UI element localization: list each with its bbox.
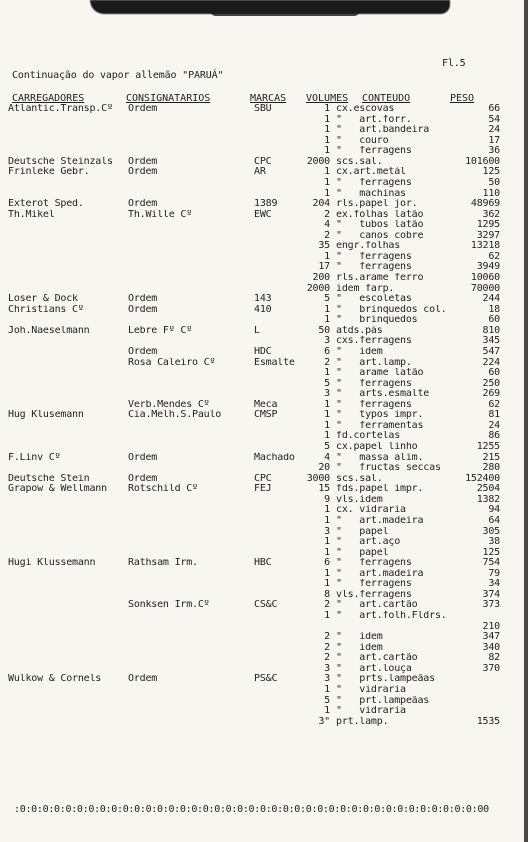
table-row	[0, 220, 528, 231]
table-row	[0, 199, 528, 210]
table-row	[0, 136, 528, 147]
cell-weight: 269	[482, 388, 500, 400]
cell-weight: 34	[488, 578, 500, 590]
cell-shipper: F.Linv Cº	[8, 452, 61, 463]
cell-shipper: Christians Cº	[8, 304, 84, 315]
table-row	[0, 347, 528, 358]
cell-content: " idem	[336, 642, 383, 653]
table-row	[0, 104, 528, 115]
table-row	[0, 632, 528, 643]
cell-content: ex.folhas latão	[336, 209, 424, 220]
cell-weight: 94	[488, 504, 500, 516]
cell-volumes: 1	[324, 567, 330, 579]
cell-weight: 70000	[470, 282, 500, 294]
cell-content: fd.cortelas	[336, 431, 401, 442]
cell-weight: 125	[482, 546, 500, 558]
cell-volumes: 20	[318, 462, 330, 474]
cell-volumes: 50	[318, 324, 330, 336]
cell-volumes: 15	[318, 483, 330, 495]
cell-weight: 1535	[476, 715, 500, 727]
table-row	[0, 696, 528, 707]
column-header-shipper: CARREGADORES	[12, 93, 85, 104]
table-row	[0, 611, 528, 622]
table-row	[0, 262, 528, 273]
cell-content: " papel	[336, 547, 389, 558]
cell-marks: Meca	[254, 399, 278, 410]
table-row	[0, 231, 528, 242]
cell-consignee: Lebre Fº Cº	[128, 325, 193, 336]
cell-marks: CMSP	[254, 410, 278, 421]
table-row	[0, 400, 528, 411]
column-header-volumes: VOLUMES	[306, 93, 349, 104]
cell-weight: 101600	[465, 155, 500, 167]
cell-weight: 345	[482, 335, 500, 347]
table-row	[0, 421, 528, 432]
cell-volumes: 1	[324, 303, 330, 315]
table-row	[0, 505, 528, 516]
cell-shipper: Wulkow & Cornels	[8, 674, 102, 685]
cell-consignee: Ordem	[128, 294, 158, 305]
cell-marks: HBC	[254, 558, 272, 569]
cell-content: " art.madeira	[336, 568, 424, 579]
cell-weight: 347	[482, 631, 500, 643]
table-row	[0, 157, 528, 168]
table-row	[0, 706, 528, 717]
table-row	[0, 273, 528, 284]
cell-volumes: 1	[324, 409, 330, 421]
cell-volumes: 2	[324, 641, 330, 653]
cell-volumes: 1	[324, 536, 330, 548]
cell-marks: Machado	[254, 452, 295, 463]
cell-marks: PS&C	[254, 674, 278, 685]
cell-content: " art.bandeira	[336, 125, 430, 136]
cell-content: scs.sal.	[336, 473, 383, 484]
cell-content: " art.louça	[336, 663, 412, 674]
cell-content: vls.ferragens	[336, 589, 412, 600]
cell-volumes: 3	[324, 388, 330, 400]
cell-weight: 754	[482, 557, 500, 569]
cell-marks: 143	[254, 294, 272, 305]
cell-content: engr.folhas	[336, 241, 401, 252]
cell-content: idem farp.	[336, 283, 395, 294]
cell-consignee: Ordem	[128, 674, 158, 685]
cell-weight: 82	[488, 652, 500, 664]
sheet-number: Fl.5	[442, 58, 466, 69]
cell-shipper: Deutsche Stein	[8, 473, 90, 484]
cell-shipper: Joh.Naeselmann	[8, 325, 90, 336]
cell-weight: 340	[482, 641, 500, 653]
cell-shipper: Th.Mikel	[8, 209, 55, 220]
cell-content: cx. vidraria	[336, 505, 406, 516]
cell-volumes: 3"	[318, 715, 330, 727]
cell-content: " vidraria	[336, 706, 406, 717]
cell-volumes: 5	[324, 694, 330, 706]
cell-content: " arts.esmalte	[336, 389, 430, 400]
table-row	[0, 664, 528, 675]
table-row	[0, 284, 528, 295]
cell-marks: FEJ	[254, 484, 272, 495]
table-row	[0, 495, 528, 506]
cell-volumes: 1	[324, 578, 330, 590]
cell-weight: 250	[482, 377, 500, 389]
cell-content: " ferragens	[336, 558, 412, 569]
cell-content: " papel	[336, 526, 389, 537]
cell-consignee: Ordem	[128, 473, 158, 484]
cell-weight: 152400	[465, 472, 500, 484]
cell-consignee: Rosa Caleiro Cº	[128, 357, 216, 368]
cell-content: " art.cartão	[336, 600, 418, 611]
cell-content: cxs.ferragens	[336, 336, 412, 347]
cell-weight: 50	[488, 176, 500, 188]
cell-weight: 810	[482, 324, 500, 336]
table-row	[0, 717, 528, 728]
cell-consignee: Ordem	[128, 104, 158, 114]
table-row	[0, 115, 528, 126]
cell-content: prt.lamp.	[336, 716, 389, 727]
cell-volumes: 3000	[306, 472, 330, 484]
cell-weight: 3949	[476, 261, 500, 273]
cell-content: cx.art.metál	[336, 167, 406, 178]
cell-content: " art.aço	[336, 537, 401, 548]
cell-shipper: Hug Klusemann	[8, 410, 84, 421]
cell-weight: 125	[482, 166, 500, 178]
cell-volumes: 1	[324, 134, 330, 146]
cell-weight: 373	[482, 599, 500, 611]
cell-volumes: 1	[324, 419, 330, 431]
cell-weight: 62	[488, 250, 500, 262]
table-row	[0, 516, 528, 527]
cell-weight: 81	[488, 409, 500, 421]
table-row	[0, 548, 528, 559]
cell-volumes: 2000	[306, 155, 330, 167]
cell-weight: 110	[482, 187, 500, 199]
cell-shipper: Deutsche Steinzals	[8, 156, 113, 167]
table-row	[0, 431, 528, 442]
table-row	[0, 210, 528, 221]
cell-content: " machinas	[336, 188, 406, 199]
cell-volumes: 2	[324, 631, 330, 643]
cell-volumes: 35	[318, 240, 330, 252]
cell-marks: CPC	[254, 473, 272, 484]
cell-volumes: 1	[324, 367, 330, 379]
cell-content: " brinquedos col.	[336, 304, 447, 315]
cell-content: rls.arame ferro	[336, 273, 424, 283]
cell-weight: 1295	[476, 219, 500, 231]
cell-content: scs.sal.	[336, 156, 383, 167]
table-row	[0, 189, 528, 200]
cell-marks: SBU	[254, 104, 272, 114]
cell-consignee: Ordem	[128, 156, 158, 167]
cell-consignee: Th.Wille Cº	[128, 209, 193, 220]
cell-content: " ferramentas	[336, 420, 424, 431]
cell-weight: 13218	[470, 240, 500, 252]
manifest-table	[0, 104, 528, 727]
cell-volumes: 2	[324, 208, 330, 220]
column-header-consignee: CONSIGNATARIOS	[126, 93, 211, 104]
cell-volumes: 6	[324, 557, 330, 569]
table-row	[0, 167, 528, 178]
cell-content: cx.papel linho	[336, 442, 418, 452]
cell-weight: 244	[482, 293, 500, 305]
cell-content: vls.idem	[336, 494, 383, 505]
cell-weight: 64	[488, 514, 500, 526]
table-row	[0, 326, 528, 337]
table-row	[0, 294, 528, 305]
cell-content: " fructas seccas	[336, 463, 441, 474]
cell-shipper: Exterot Sped.	[8, 199, 84, 210]
table-row	[0, 389, 528, 400]
table-row	[0, 674, 528, 685]
cell-content: " art.madeira	[336, 515, 424, 526]
cell-marks: CS&C	[254, 600, 278, 611]
column-header-content: CONTEUDO	[362, 93, 411, 104]
cell-volumes: 1	[324, 514, 330, 526]
cell-volumes: 1	[324, 683, 330, 695]
cell-shipper: Hugi Klussemann	[8, 558, 96, 569]
cell-volumes: 3	[324, 335, 330, 347]
cell-volumes: 9	[324, 493, 330, 505]
cell-shipper: Grapow & Wellmann	[8, 484, 107, 495]
cell-volumes: 1	[324, 610, 330, 621]
table-row	[0, 146, 528, 157]
cell-content: " art.forr.	[336, 114, 412, 125]
table-row	[0, 643, 528, 654]
cell-weight: 1255	[476, 441, 500, 452]
cell-consignee: Sonksen Irm.Cº	[128, 600, 210, 611]
cell-volumes: 4	[324, 451, 330, 463]
cell-volumes: 5	[324, 441, 330, 452]
table-row	[0, 453, 528, 464]
cell-weight: 36	[488, 145, 500, 157]
cell-marks: AR	[254, 167, 266, 178]
table-row	[0, 463, 528, 474]
cell-volumes: 2000	[306, 282, 330, 294]
cell-content: " ferragens	[336, 262, 412, 273]
cell-consignee: Rotschild Cº	[128, 484, 198, 495]
cell-consignee: Ordem	[128, 452, 158, 463]
cell-marks: 410	[254, 304, 272, 315]
cell-weight: 48969	[470, 198, 500, 210]
cell-weight: 60	[488, 367, 500, 379]
cell-weight: 1382	[476, 493, 500, 505]
cell-weight: 79	[488, 567, 500, 579]
cell-weight: 54	[488, 113, 500, 125]
cell-content: " tubos latão	[336, 220, 424, 231]
cell-volumes: 2	[324, 229, 330, 241]
cell-volumes: 1	[324, 176, 330, 188]
cell-content: " prt.lampeãas	[336, 695, 430, 706]
cell-volumes: 3	[324, 662, 330, 674]
cell-content: fds.papel impr.	[336, 484, 424, 495]
cell-weight: 17	[488, 134, 500, 146]
cell-content: " arame latão	[336, 368, 424, 379]
cell-content: " ferragens	[336, 378, 412, 389]
table-row	[0, 379, 528, 390]
cell-content: " vidraria	[336, 684, 406, 695]
cell-weight: 2504	[476, 483, 500, 495]
cell-weight: 224	[482, 356, 500, 368]
table-row	[0, 569, 528, 580]
table-row	[0, 600, 528, 611]
cell-content: " ferragens	[336, 251, 412, 262]
table-row	[0, 336, 528, 347]
cell-weight: 18	[488, 303, 500, 315]
cell-content: " idem	[336, 632, 383, 643]
cell-consignee: Verb.Mendes Cº	[128, 399, 210, 410]
table-row	[0, 653, 528, 664]
table-row	[0, 178, 528, 189]
column-header-marks: MARCAS	[250, 93, 287, 104]
cell-content: atds.pás	[336, 325, 383, 336]
table-row	[0, 315, 528, 326]
cell-volumes: 1	[324, 430, 330, 442]
table-row	[0, 474, 528, 485]
table-row	[0, 410, 528, 421]
cell-weight: 24	[488, 419, 500, 431]
cell-consignee: Cia.Melh.S.Paulo	[128, 410, 222, 421]
cell-content: " typos impr.	[336, 410, 424, 421]
cell-weight: 362	[482, 208, 500, 220]
table-row	[0, 252, 528, 263]
cell-content: " art.lamp.	[336, 357, 412, 368]
cell-weight: 66	[488, 103, 500, 114]
table-row	[0, 442, 528, 453]
cell-volumes: 200	[312, 272, 330, 283]
table-row	[0, 305, 528, 316]
cell-weight: 60	[488, 314, 500, 326]
table-row	[0, 558, 528, 569]
cell-content: " ferragens	[336, 399, 412, 410]
cell-consignee: Ordem	[128, 346, 158, 357]
cell-volumes: 1	[324, 398, 330, 410]
cell-volumes: 3	[324, 673, 330, 685]
footer-rule: :0:0:0:0:0:0:0:0:0:0:0:0:0:0:0:0:0:0:0:0:0:0:0:0:0:0:0:0:0:0:0:0:0:0:0:0:0:0:0:0:00	[14, 804, 489, 815]
cell-weight: 86	[488, 430, 500, 442]
cell-content: " art.cartão	[336, 653, 418, 664]
cell-volumes: 1	[324, 166, 330, 178]
cell-volumes: 1	[324, 113, 330, 125]
cell-marks: L	[254, 325, 260, 336]
cell-marks: HDC	[254, 346, 272, 357]
cell-consignee: Rathsam Irm.	[128, 558, 198, 569]
cell-weight: 3297	[476, 229, 500, 241]
cell-shipper: Atlantic.Transp.Cº	[8, 104, 113, 114]
cell-weight: 547	[482, 345, 500, 357]
cell-weight: 10060	[470, 272, 500, 283]
cell-volumes: 1	[324, 145, 330, 157]
cell-weight: 280	[482, 462, 500, 474]
cell-marks: 1389	[254, 199, 278, 210]
table-row	[0, 527, 528, 538]
table-row	[0, 579, 528, 590]
cell-volumes: 1	[324, 546, 330, 558]
cell-marks: CPC	[254, 156, 272, 167]
cell-content: " idem	[336, 346, 383, 357]
scan-shadow	[210, 10, 360, 16]
table-row	[0, 685, 528, 696]
cell-marks: Esmalte	[254, 357, 295, 368]
cell-volumes: 1	[324, 103, 330, 114]
cell-volumes: 2	[324, 599, 330, 611]
cell-weight: 38	[488, 536, 500, 548]
cell-content: " ferragens	[336, 146, 412, 157]
cell-volumes: 1	[324, 504, 330, 516]
cell-content: " ferragens	[336, 177, 412, 188]
cell-consignee: Ordem	[128, 199, 158, 210]
cell-volumes: 5	[324, 377, 330, 389]
cell-volumes: 17	[318, 261, 330, 273]
table-row	[0, 125, 528, 136]
cell-volumes: 1	[324, 187, 330, 199]
page-heading: Continuação do vapor allemão "PARUÁ"	[12, 70, 224, 81]
cell-volumes: 1	[324, 124, 330, 136]
cell-content: " prts.lampeãas	[336, 674, 435, 685]
cell-weight: 370	[482, 662, 500, 674]
column-header-weight: PESO	[450, 93, 475, 104]
cell-volumes: 1	[324, 314, 330, 326]
cell-consignee: Ordem	[128, 304, 158, 315]
cell-volumes: 2	[324, 356, 330, 368]
cell-content: " massa alim.	[336, 452, 424, 463]
cell-volumes: 6	[324, 345, 330, 357]
cell-weight: 24	[488, 124, 500, 136]
cell-weight: 215	[482, 451, 500, 463]
cell-content: " couro	[336, 135, 389, 146]
table-row	[0, 368, 528, 379]
cell-volumes: 2	[324, 652, 330, 664]
cell-content: " canos cobre	[336, 230, 424, 241]
cell-volumes: 1	[324, 705, 330, 717]
table-row	[0, 590, 528, 601]
cell-content: rls.papel jor.	[336, 199, 418, 210]
cell-marks: EWC	[254, 209, 272, 220]
cell-content: " art.folh.Fldrs.	[336, 611, 447, 621]
cell-content: " escoletas	[336, 294, 412, 305]
table-row	[0, 241, 528, 252]
cell-volumes: 1	[324, 250, 330, 262]
table-row	[0, 358, 528, 369]
cell-content: cx.escovas	[336, 104, 395, 114]
cell-weight: 62	[488, 398, 500, 410]
table-row	[0, 537, 528, 548]
cell-consignee: Ordem	[128, 167, 158, 178]
table-row	[0, 484, 528, 495]
cell-volumes: 4	[324, 219, 330, 231]
cell-volumes: 5	[324, 293, 330, 305]
cell-shipper: Loser & Dock	[8, 294, 78, 305]
cell-weight: 210	[482, 620, 500, 632]
cell-shipper: Frinleke Gebr.	[8, 167, 90, 178]
cell-volumes: 8	[324, 588, 330, 600]
cell-weight: 374	[482, 588, 500, 600]
cell-content: " ferragens	[336, 579, 412, 590]
cell-content: " brinquedos	[336, 315, 418, 326]
cell-volumes: 204	[312, 198, 330, 210]
cell-weight: 305	[482, 525, 500, 537]
table-row	[0, 622, 528, 633]
cell-volumes: 3	[324, 525, 330, 537]
